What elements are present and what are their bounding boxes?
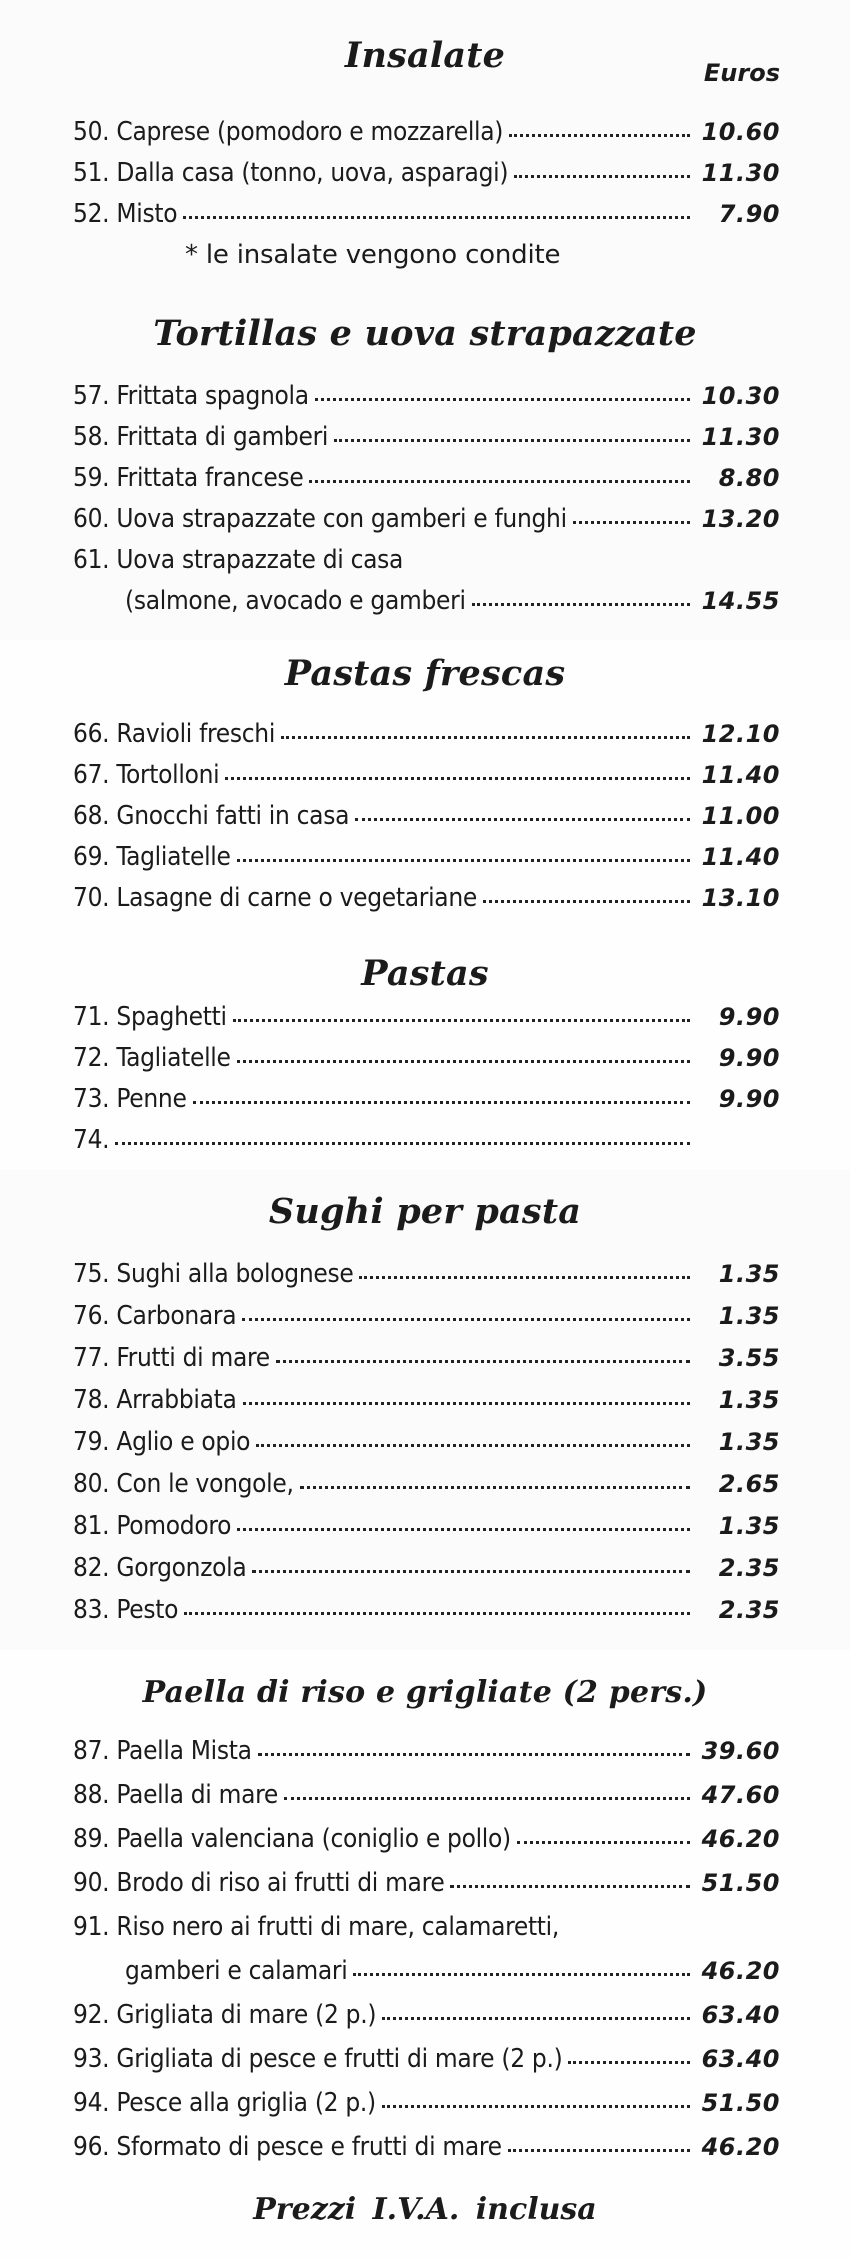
item-label: 67. Tortolloni bbox=[73, 760, 220, 790]
section-title-insalate: Insalate bbox=[344, 35, 506, 76]
currency-label: Euros bbox=[703, 59, 780, 87]
dot-leader bbox=[243, 1401, 690, 1405]
dot-leader bbox=[237, 858, 690, 862]
item-price: 10.60 bbox=[701, 118, 780, 146]
menu-item bbox=[73, 1296, 780, 1337]
item-price: 47.60 bbox=[701, 1781, 780, 1809]
menu-item bbox=[73, 1254, 780, 1295]
dot-leader bbox=[256, 1443, 690, 1447]
item-label: 68. Gnocchi fatti in casa bbox=[73, 801, 350, 831]
dot-leader bbox=[193, 1100, 690, 1104]
item-price: 1.35 bbox=[718, 1302, 780, 1330]
item-label: 71. Spaghetti bbox=[73, 1002, 227, 1032]
item-label: 50. Caprese (pomodoro e mozzarella) bbox=[73, 117, 504, 147]
menu-item bbox=[73, 878, 780, 919]
salad-note: * le insalate vengono condite bbox=[185, 240, 561, 270]
menu-item bbox=[73, 1120, 780, 1161]
item-price: 3.55 bbox=[718, 1344, 780, 1372]
menu-item bbox=[73, 997, 780, 1038]
item-price: 46.20 bbox=[701, 1957, 780, 1985]
menu-item bbox=[73, 1422, 780, 1463]
dot-leader bbox=[252, 1569, 690, 1573]
item-price: 2.35 bbox=[718, 1554, 780, 1582]
dot-leader bbox=[517, 1840, 690, 1844]
menu-item bbox=[73, 1995, 780, 2036]
dot-leader bbox=[242, 1317, 690, 1321]
item-price: 11.30 bbox=[701, 423, 780, 451]
menu-item-continuation bbox=[125, 1951, 780, 1992]
item-price: 1.35 bbox=[718, 1260, 780, 1288]
item-label: 94. Pesce alla griglia (2 p.) bbox=[73, 2088, 376, 2118]
item-label: 93. Grigliata di pesce e frutti di mare (2 p.) bbox=[73, 2044, 563, 2074]
menu-item bbox=[73, 1590, 780, 1631]
dot-leader bbox=[382, 2016, 690, 2020]
menu-item bbox=[73, 1038, 780, 1079]
item-price: 11.40 bbox=[701, 761, 780, 789]
menu-item bbox=[73, 1464, 780, 1505]
item-price: 2.35 bbox=[718, 1596, 780, 1624]
dot-leader bbox=[509, 133, 690, 137]
menu-item bbox=[73, 376, 780, 417]
menu-item bbox=[73, 1907, 780, 1948]
dot-leader bbox=[450, 1884, 690, 1888]
dot-leader bbox=[355, 817, 690, 821]
dot-leader bbox=[359, 1275, 690, 1279]
item-label: 75. Sughi alla bolognese bbox=[73, 1259, 354, 1289]
dot-leader bbox=[233, 1018, 690, 1022]
item-label: 57. Frittata spagnola bbox=[73, 381, 309, 411]
dot-leader bbox=[183, 215, 690, 219]
menu-item bbox=[73, 2127, 780, 2168]
dot-leader bbox=[514, 174, 690, 178]
menu-item bbox=[73, 194, 780, 235]
item-price: 7.90 bbox=[718, 200, 780, 228]
dot-leader bbox=[334, 438, 690, 442]
item-label: 66. Ravioli freschi bbox=[73, 719, 276, 749]
menu-item bbox=[73, 540, 780, 581]
menu-item-continuation bbox=[125, 581, 780, 622]
item-label: 78. Arrabbiata bbox=[73, 1385, 237, 1415]
item-label: 72. Tagliatelle bbox=[73, 1043, 231, 1073]
item-price: 51.50 bbox=[701, 2089, 780, 2117]
spacer bbox=[409, 564, 772, 565]
item-price: 2.65 bbox=[718, 1470, 780, 1498]
item-label: 96. Sformato di pesce e frutti di mare bbox=[73, 2132, 502, 2162]
item-label: 52. Misto bbox=[73, 199, 178, 229]
item-price: 39.60 bbox=[701, 1737, 780, 1765]
dot-leader bbox=[115, 1141, 690, 1145]
item-label: 81. Pomodoro bbox=[73, 1511, 232, 1541]
menu-item bbox=[73, 1731, 780, 1772]
item-label: 82. Gorgonzola bbox=[73, 1553, 247, 1583]
item-label: 51. Dalla casa (tonno, uova, asparagi) bbox=[73, 158, 509, 188]
item-label: 77. Frutti di mare bbox=[73, 1343, 270, 1373]
menu-item bbox=[73, 837, 780, 878]
item-price: 11.30 bbox=[701, 159, 780, 187]
section-title-sughi: Sughi per pasta bbox=[268, 1191, 582, 1232]
item-label: 89. Paella valenciana (coniglio e pollo) bbox=[73, 1824, 511, 1854]
menu-item bbox=[73, 1775, 780, 1816]
menu-item bbox=[73, 417, 780, 458]
menu-item bbox=[73, 796, 780, 837]
menu-item bbox=[73, 1506, 780, 1547]
dot-leader bbox=[483, 899, 690, 903]
item-price: 63.40 bbox=[701, 2001, 780, 2029]
item-price: 51.50 bbox=[701, 1869, 780, 1897]
item-price: 46.20 bbox=[701, 2133, 780, 2161]
menu-item bbox=[73, 1548, 780, 1589]
item-price: 13.10 bbox=[701, 884, 780, 912]
item-label: 83. Pesto bbox=[73, 1595, 179, 1625]
menu-item bbox=[73, 1079, 780, 1120]
section-title-pastas: Pastas bbox=[361, 953, 489, 994]
menu-item bbox=[73, 1863, 780, 1904]
item-label: 73. Penne bbox=[73, 1084, 187, 1114]
dot-leader bbox=[237, 1059, 690, 1063]
item-price: 1.35 bbox=[718, 1386, 780, 1414]
section-title-tortillas: Tortillas e uova strapazzate bbox=[153, 313, 697, 354]
menu-item bbox=[73, 499, 780, 540]
item-price: 11.40 bbox=[701, 843, 780, 871]
item-label: 69. Tagliatelle bbox=[73, 842, 231, 872]
menu-item bbox=[73, 458, 780, 499]
menu-item bbox=[73, 1338, 780, 1379]
dot-leader bbox=[382, 2104, 690, 2108]
item-label: 61. Uova strapazzate di casa bbox=[73, 545, 404, 575]
spacer bbox=[565, 1931, 772, 1932]
dot-leader bbox=[225, 776, 690, 780]
dot-leader bbox=[281, 735, 690, 739]
item-price: 9.90 bbox=[718, 1003, 780, 1031]
item-label: 74. bbox=[73, 1125, 110, 1155]
dot-leader bbox=[284, 1796, 690, 1800]
menu-item bbox=[73, 112, 780, 153]
dot-leader bbox=[258, 1752, 690, 1756]
menu-item bbox=[73, 2083, 780, 2124]
dot-leader bbox=[315, 397, 690, 401]
item-price: 46.20 bbox=[701, 1825, 780, 1853]
item-price: 13.20 bbox=[701, 505, 780, 533]
item-label: 79. Aglio e opio bbox=[73, 1427, 251, 1457]
item-label-continuation: (salmone, avocado e gamberi bbox=[125, 586, 466, 616]
item-label: 90. Brodo di riso ai frutti di mare bbox=[73, 1868, 445, 1898]
item-label: 60. Uova strapazzate con gamberi e funghi bbox=[73, 504, 567, 534]
item-price: 9.90 bbox=[718, 1085, 780, 1113]
item-label: 80. Con le vongole, bbox=[73, 1469, 294, 1499]
vat-footer: Prezzi I.V.A. inclusa bbox=[253, 2192, 597, 2227]
dot-leader bbox=[568, 2060, 690, 2064]
item-label: 59. Frittata francese bbox=[73, 463, 304, 493]
menu-item bbox=[73, 714, 780, 755]
item-label-continuation: gamberi e calamari bbox=[125, 1956, 348, 1986]
item-price: 1.35 bbox=[718, 1428, 780, 1456]
item-label: 91. Riso nero ai frutti di mare, calamaretti, bbox=[73, 1912, 559, 1942]
dot-leader bbox=[573, 520, 690, 524]
dot-leader bbox=[353, 1972, 690, 1976]
dot-leader bbox=[300, 1485, 690, 1489]
item-price: 8.80 bbox=[718, 464, 780, 492]
item-price: 12.10 bbox=[701, 720, 780, 748]
section-title-pastas-frescas: Pastas frescas bbox=[284, 653, 566, 694]
item-price: 9.90 bbox=[718, 1044, 780, 1072]
menu-item bbox=[73, 153, 780, 194]
item-price: 63.40 bbox=[701, 2045, 780, 2073]
menu-item bbox=[73, 1819, 780, 1860]
item-price: 14.55 bbox=[701, 587, 780, 615]
dot-leader bbox=[472, 602, 690, 606]
dot-leader bbox=[184, 1611, 690, 1615]
section-title-paella: Paella di riso e grigliate (2 pers.) bbox=[142, 1675, 708, 1710]
item-price: 1.35 bbox=[718, 1512, 780, 1540]
item-price: 10.30 bbox=[701, 382, 780, 410]
item-label: 92. Grigliata di mare (2 p.) bbox=[73, 2000, 377, 2030]
menu-item bbox=[73, 1380, 780, 1421]
item-label: 76. Carbonara bbox=[73, 1301, 237, 1331]
dot-leader bbox=[309, 479, 690, 483]
menu-item bbox=[73, 755, 780, 796]
item-label: 58. Frittata di gamberi bbox=[73, 422, 329, 452]
item-label: 88. Paella di mare bbox=[73, 1780, 278, 1810]
dot-leader bbox=[237, 1527, 690, 1531]
item-label: 87. Paella Mista bbox=[73, 1736, 252, 1766]
item-price: 11.00 bbox=[701, 802, 780, 830]
item-label: 70. Lasagne di carne o vegetariane bbox=[73, 883, 477, 913]
dot-leader bbox=[276, 1359, 690, 1363]
dot-leader bbox=[508, 2148, 690, 2152]
menu-item bbox=[73, 2039, 780, 2080]
